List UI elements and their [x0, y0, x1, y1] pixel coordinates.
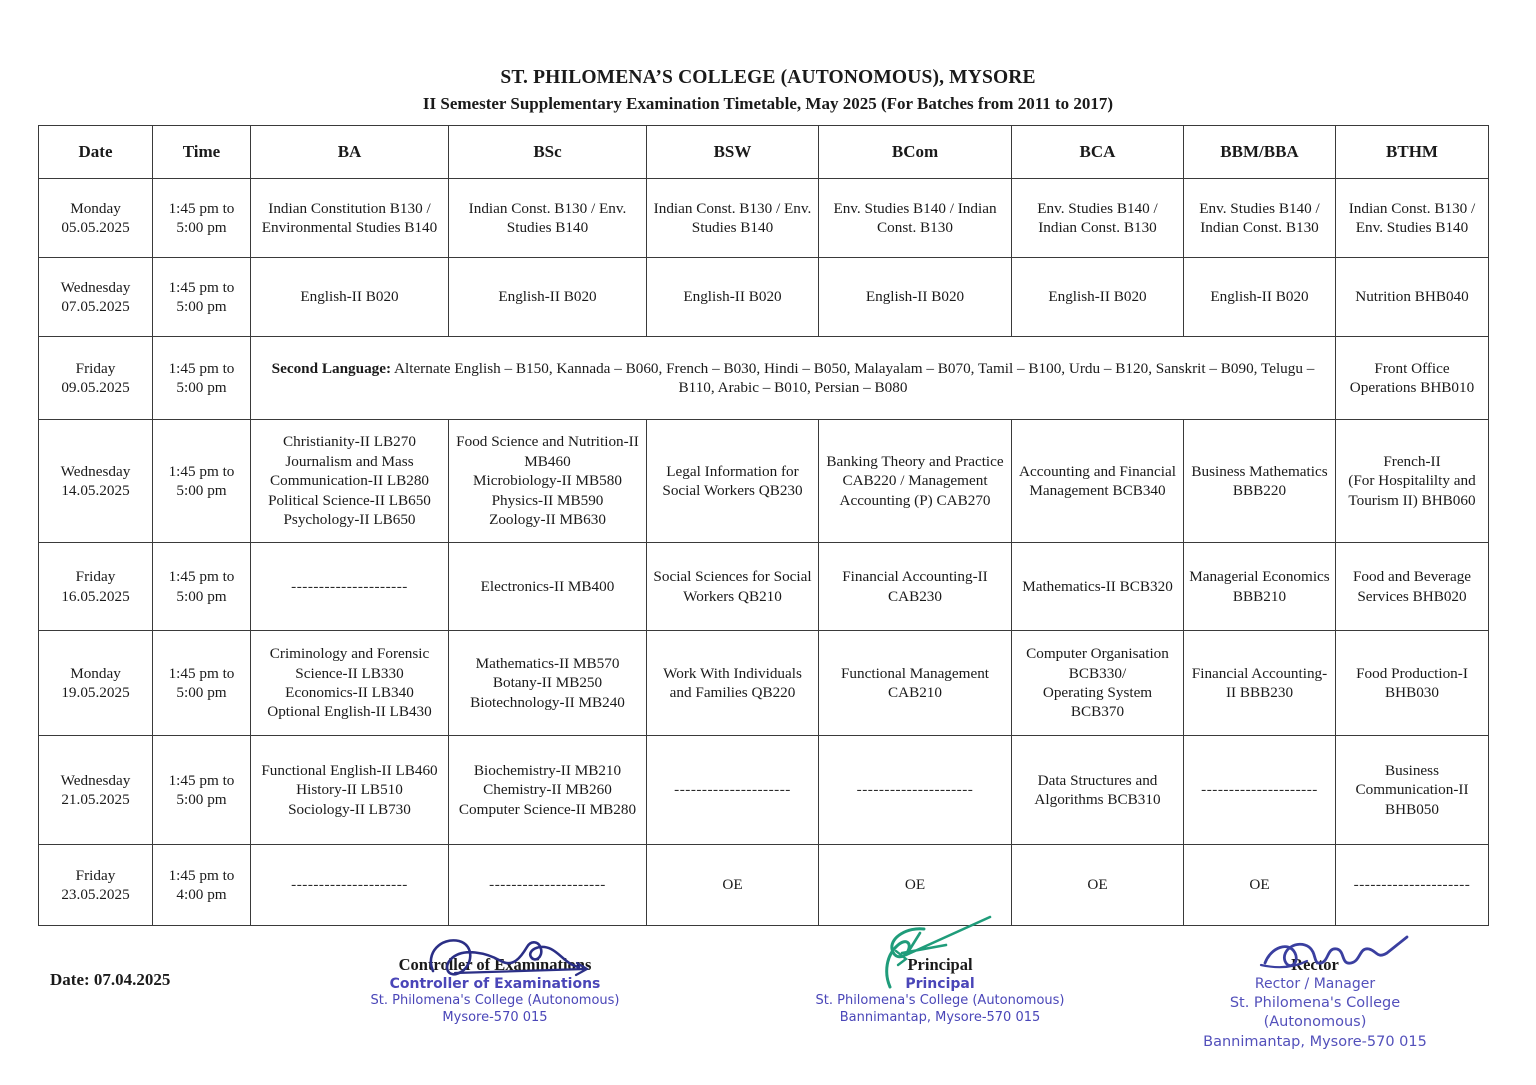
- time-to: 5:00 pm: [176, 298, 227, 315]
- signature-block-controller: [330, 955, 660, 1027]
- cell-time: [153, 845, 251, 926]
- stamp-name: Principal: [905, 976, 975, 992]
- cell-bsc: Mathematics-II MB570 Botany-II MB250 Biotechnology-II MB240: [449, 631, 647, 736]
- cell-time: [153, 337, 251, 420]
- time-to: 5:00 pm: [176, 482, 227, 499]
- cell-second-language: [251, 337, 1336, 420]
- header-row: [39, 126, 1489, 179]
- cell-ba: Functional English-II LB460 History-II LB510 Sociology-II LB730: [251, 736, 449, 845]
- cell-bthm: Food and Beverage Services BHB020: [1336, 543, 1489, 631]
- cell-time: [153, 258, 251, 337]
- column-header-bcom: BCom: [819, 126, 1012, 179]
- cell-bca: English-II B020: [1012, 258, 1184, 337]
- date-day: Friday: [75, 568, 116, 586]
- cell-date: [39, 736, 153, 845]
- date-day: Monday: [70, 199, 121, 217]
- cell-bsw: Legal Information for Social Workers QB230: [647, 420, 819, 543]
- cell-time: [153, 631, 251, 736]
- column-header-bsc: BSc: [449, 126, 647, 179]
- stamp-line-2: (Autonomous): [1263, 1014, 1367, 1031]
- cell-date: [39, 258, 153, 337]
- cell-bsw: English-II B020: [647, 258, 819, 337]
- date-value: 19.05.2025: [61, 684, 130, 701]
- document-footer: [0, 955, 1536, 1085]
- cell-bbm: Managerial Economics BBB210: [1184, 543, 1336, 631]
- table-row: [39, 543, 1489, 631]
- cell-bsw: Indian Const. B130 / Env. Studies B140: [647, 179, 819, 258]
- cell-bsw: Work With Individuals and Families QB220: [647, 631, 819, 736]
- column-header-time: Time: [153, 126, 251, 179]
- stamp-principal: [790, 975, 1090, 1027]
- cell-bsc: ---------------------: [449, 845, 647, 926]
- table-row: [39, 631, 1489, 736]
- exam-timetable: [38, 125, 1489, 926]
- cell-ba: English-II B020: [251, 258, 449, 337]
- cell-bbm: ---------------------: [1184, 736, 1336, 845]
- stamp-controller: [330, 975, 660, 1027]
- table-row: [39, 736, 1489, 845]
- signature-block-rector: [1150, 955, 1480, 1053]
- cell-bcom: OE: [819, 845, 1012, 926]
- time-from: 1:45 pm to: [168, 359, 235, 377]
- stamp-line-2: Bannimantap, Mysore-570 015: [839, 1010, 1041, 1026]
- signature-title-principal: Principal: [907, 955, 973, 974]
- cell-bthm: Business Communication-II BHB050: [1336, 736, 1489, 845]
- time-from: 1:45 pm to: [168, 462, 235, 480]
- cell-bthm: Nutrition BHB040: [1336, 258, 1489, 337]
- cell-bca: Mathematics-II BCB320: [1012, 543, 1184, 631]
- cell-bca: Accounting and Financial Management BCB340: [1012, 420, 1184, 543]
- time-from: 1:45 pm to: [168, 664, 235, 682]
- cell-bbm: Env. Studies B140 / Indian Const. B130: [1184, 179, 1336, 258]
- stamp-line-1: St. Philomena's College (Autonomous): [370, 993, 620, 1009]
- time-to: 5:00 pm: [176, 791, 227, 808]
- table-row: [39, 179, 1489, 258]
- time-from: 1:45 pm to: [168, 278, 235, 296]
- cell-bcom: ---------------------: [819, 736, 1012, 845]
- cell-bthm: French-II (For Hospitalilty and Tourism II) BHB060: [1336, 420, 1489, 543]
- date-day: Wednesday: [60, 771, 131, 789]
- column-header-bbm: BBM/BBA: [1184, 126, 1336, 179]
- timetable-head: [39, 126, 1489, 179]
- page-title: ST. PHILOMENA’S COLLEGE (AUTONOMOUS), MYSORE: [500, 67, 1036, 88]
- column-header-bthm: BTHM: [1336, 126, 1489, 179]
- table-row: [39, 337, 1489, 420]
- cell-time: [153, 543, 251, 631]
- cell-date: [39, 845, 153, 926]
- column-header-date: Date: [39, 126, 153, 179]
- cell-date: [39, 543, 153, 631]
- cell-date: [39, 179, 153, 258]
- signature-title-controller: Controller of Examinations: [398, 955, 592, 974]
- date-day: Friday: [75, 359, 116, 377]
- cell-bthm: ---------------------: [1336, 845, 1489, 926]
- time-from: 1:45 pm to: [168, 199, 235, 217]
- cell-bcom: Env. Studies B140 / Indian Const. B130: [819, 179, 1012, 258]
- cell-bca: Env. Studies B140 / Indian Const. B130: [1012, 179, 1184, 258]
- stamp-rector: [1150, 975, 1480, 1053]
- column-header-bsw: BSW: [647, 126, 819, 179]
- signature-title-rector: Rector: [1291, 955, 1339, 974]
- cell-bbm: Financial Accounting-II BBB230: [1184, 631, 1336, 736]
- cell-ba: Christianity-II LB270 Journalism and Mass Communication-II LB280 Political Science-II LB650 Psychology-II LB650: [251, 420, 449, 543]
- time-to: 5:00 pm: [176, 684, 227, 701]
- stamp-line-3: Bannimantap, Mysore-570 015: [1203, 1034, 1427, 1051]
- date-value: 05.05.2025: [61, 219, 130, 236]
- stamp-name: Controller of Examinations: [389, 976, 601, 992]
- date-day: Monday: [70, 664, 121, 682]
- cell-ba: ---------------------: [251, 543, 449, 631]
- cell-bthm: Food Production-I BHB030: [1336, 631, 1489, 736]
- column-header-ba: BA: [251, 126, 449, 179]
- table-row: [39, 845, 1489, 926]
- date-day: Friday: [75, 866, 116, 884]
- cell-bca: OE: [1012, 845, 1184, 926]
- stamp-name: Rector / Manager: [1254, 976, 1376, 992]
- cell-bcom: Functional Management CAB210: [819, 631, 1012, 736]
- document-date: Date: 07.04.2025: [50, 970, 171, 989]
- date-value: 16.05.2025: [61, 587, 130, 605]
- stamp-line-2: Mysore-570 015: [442, 1010, 548, 1026]
- date-value: 14.05.2025: [61, 482, 130, 499]
- cell-time: [153, 736, 251, 845]
- cell-bcom: Banking Theory and Practice CAB220 / Management Accounting (P) CAB270: [819, 420, 1012, 543]
- timetable-container: [38, 125, 1488, 926]
- cell-bsw: OE: [647, 845, 819, 926]
- cell-ba: Criminology and Forensic Science-II LB330 Economics-II LB340 Optional English-II LB430: [251, 631, 449, 736]
- date-value: 23.05.2025: [61, 886, 130, 903]
- cell-time: [153, 420, 251, 543]
- second-language-list: Alternate English – B150, Kannada – B060, French – B030, Hindi – B050, Malayalam – B070, Tamil – B100, Urdu – B120, Sanskrit – B090, Telugu – B110, Arabic – B010, Persian – B080: [391, 359, 1315, 396]
- cell-bbm: Business Mathematics BBB220: [1184, 420, 1336, 543]
- date-value: 07.05.2025: [61, 298, 130, 315]
- column-header-bca: BCA: [1012, 126, 1184, 179]
- cell-bbm: OE: [1184, 845, 1336, 926]
- second-language-label: Second Language:: [271, 359, 392, 377]
- cell-bca: Data Structures and Algorithms BCB310: [1012, 736, 1184, 845]
- cell-bsc: Biochemistry-II MB210 Chemistry-II MB260 Computer Science-II MB280: [449, 736, 647, 845]
- timetable-body: [39, 179, 1489, 926]
- cell-ba: Indian Constitution B130 / Environmental Studies B140: [251, 179, 449, 258]
- date-value: 21.05.2025: [61, 791, 130, 808]
- cell-bthm: Front Office Operations BHB010: [1336, 337, 1489, 420]
- cell-bthm: Indian Const. B130 / Env. Studies B140: [1336, 179, 1489, 258]
- time-to: 5:00 pm: [176, 587, 227, 605]
- cell-bsc: Indian Const. B130 / Env. Studies B140: [449, 179, 647, 258]
- time-from: 1:45 pm to: [168, 568, 235, 586]
- cell-bsc: English-II B020: [449, 258, 647, 337]
- time-from: 1:45 pm to: [168, 866, 235, 884]
- stamp-line-1: St. Philomena's College (Autonomous): [815, 993, 1065, 1009]
- cell-bsc: Food Science and Nutrition-II MB460 Microbiology-II MB580 Physics-II MB590 Zoology-II MB630: [449, 420, 647, 543]
- cell-time: [153, 179, 251, 258]
- page-subtitle: II Semester Supplementary Examination Timetable, May 2025 (For Batches from 2011 to 2017): [422, 94, 1114, 114]
- time-to: 5:00 pm: [176, 379, 227, 396]
- stamp-line-1: St. Philomena's College: [1229, 994, 1401, 1011]
- cell-date: [39, 420, 153, 543]
- cell-bsc: Electronics-II MB400: [449, 543, 647, 631]
- table-row: [39, 258, 1489, 337]
- cell-ba: ---------------------: [251, 845, 449, 926]
- time-to: 4:00 pm: [176, 886, 227, 903]
- date-day: Wednesday: [60, 278, 131, 296]
- signature-block-principal: [790, 955, 1090, 1027]
- cell-bsw: Social Sciences for Social Workers QB210: [647, 543, 819, 631]
- date-day: Wednesday: [60, 462, 131, 480]
- table-row: [39, 420, 1489, 543]
- cell-date: [39, 337, 153, 420]
- time-to: 5:00 pm: [176, 219, 227, 236]
- cell-bcom: Financial Accounting-II CAB230: [819, 543, 1012, 631]
- cell-date: [39, 631, 153, 736]
- time-from: 1:45 pm to: [168, 771, 235, 789]
- cell-bcom: English-II B020: [819, 258, 1012, 337]
- date-value: 09.05.2025: [61, 379, 130, 396]
- cell-bca: Computer Organisation BCB330/ Operating System BCB370: [1012, 631, 1184, 736]
- cell-bbm: English-II B020: [1184, 258, 1336, 337]
- document-header: [0, 66, 1536, 115]
- cell-bsw: ---------------------: [647, 736, 819, 845]
